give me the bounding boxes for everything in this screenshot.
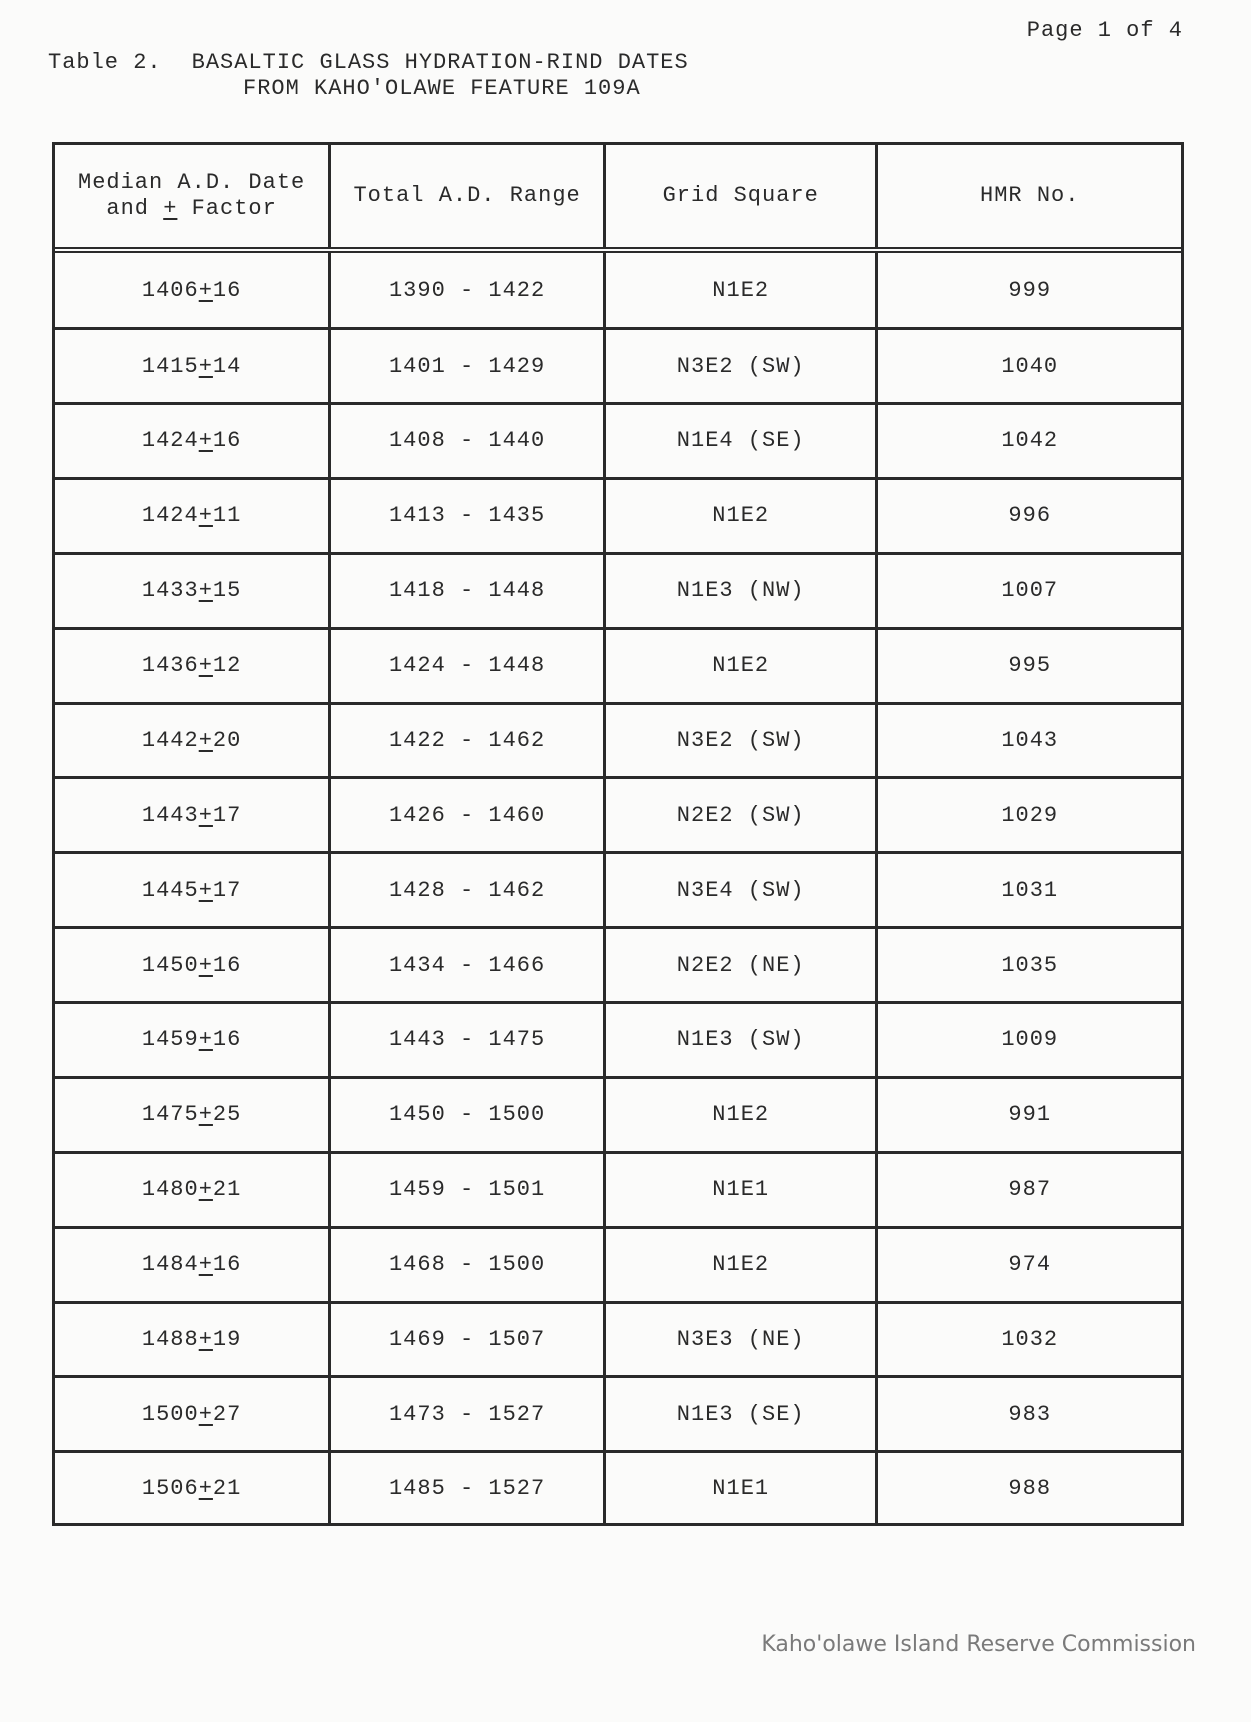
- table-label: Table 2.: [48, 50, 162, 75]
- header-median-line1: Median A.D. Date: [78, 170, 306, 195]
- table-row: [55, 1377, 1181, 1452]
- median-date-value: 1445: [141, 877, 199, 903]
- header-plus-minus: +: [163, 196, 178, 221]
- factor-value: 25: [212, 1102, 242, 1128]
- table-row: [55, 1227, 1181, 1302]
- table-row: [55, 628, 1181, 703]
- hmr-number-cell: 1031: [877, 853, 1181, 928]
- median-date-value: 1415: [141, 353, 199, 379]
- hmr-number-cell: 1009: [877, 1003, 1181, 1078]
- median-date-cell: [55, 853, 330, 928]
- median-date-cell: [55, 1077, 330, 1152]
- grid-square-cell: N1E2: [604, 478, 876, 553]
- median-date-value: 1443: [141, 802, 199, 828]
- hmr-number-cell: 1043: [877, 703, 1181, 778]
- factor-value: 11: [212, 503, 242, 529]
- range-cell: 1459 - 1501: [330, 1152, 605, 1227]
- plus-minus-sign: +: [198, 1027, 213, 1053]
- factor-value: 17: [212, 877, 242, 903]
- table-title-line1: BASALTIC GLASS HYDRATION-RIND DATES: [191, 50, 689, 75]
- table-row: [55, 1452, 1181, 1523]
- median-date-cell: [55, 778, 330, 853]
- range-cell: 1422 - 1462: [330, 703, 605, 778]
- median-date-value: 1475: [141, 1102, 199, 1128]
- plus-minus-sign: +: [198, 802, 213, 828]
- factor-value: 17: [212, 802, 242, 828]
- grid-square-cell: N2E2 (SW): [604, 778, 876, 853]
- table-body: [55, 250, 1181, 1523]
- grid-square-cell: N1E1: [604, 1452, 876, 1523]
- median-date-value: 1484: [141, 1252, 199, 1278]
- factor-value: 16: [212, 428, 242, 454]
- table-row: [55, 1077, 1181, 1152]
- table-row: [55, 250, 1181, 329]
- median-date-value: 1500: [141, 1401, 199, 1427]
- hmr-number-cell: 999: [877, 250, 1181, 329]
- grid-square-cell: N1E1: [604, 1152, 876, 1227]
- plus-minus-sign: +: [198, 727, 213, 753]
- grid-square-cell: N1E2: [604, 1077, 876, 1152]
- table-header-row: [55, 145, 1181, 250]
- hmr-number-cell: 991: [877, 1077, 1181, 1152]
- hmr-number-cell: 987: [877, 1152, 1181, 1227]
- grid-square-cell: N1E3 (SE): [604, 1377, 876, 1452]
- factor-value: 21: [212, 1177, 242, 1203]
- hmr-number-cell: 974: [877, 1227, 1181, 1302]
- median-date-value: 1450: [141, 952, 199, 978]
- median-date-cell: [55, 628, 330, 703]
- median-date-value: 1436: [141, 653, 199, 679]
- header-hmr: HMR No.: [877, 145, 1181, 250]
- plus-minus-sign: +: [198, 1401, 213, 1427]
- table-row: [55, 478, 1181, 553]
- hmr-number-cell: 995: [877, 628, 1181, 703]
- hmr-number-cell: 983: [877, 1377, 1181, 1452]
- factor-value: 19: [212, 1326, 242, 1352]
- median-date-cell: [55, 1302, 330, 1377]
- median-date-value: 1480: [141, 1177, 199, 1203]
- table-row: [55, 1003, 1181, 1078]
- range-cell: 1473 - 1527: [330, 1377, 605, 1452]
- median-date-value: 1406: [141, 277, 199, 303]
- table-row: [55, 553, 1181, 628]
- hmr-number-cell: 996: [877, 478, 1181, 553]
- factor-value: 12: [212, 653, 242, 679]
- factor-value: 21: [212, 1475, 242, 1501]
- hmr-number-cell: 1035: [877, 928, 1181, 1003]
- range-cell: 1434 - 1466: [330, 928, 605, 1003]
- plus-minus-sign: +: [198, 428, 213, 454]
- plus-minus-sign: +: [198, 653, 213, 679]
- grid-square-cell: N3E2 (SW): [604, 329, 876, 404]
- grid-square-cell: N1E2: [604, 250, 876, 329]
- range-cell: 1428 - 1462: [330, 853, 605, 928]
- median-date-cell: [55, 928, 330, 1003]
- hmr-number-cell: 1032: [877, 1302, 1181, 1377]
- table-row: [55, 853, 1181, 928]
- median-date-value: 1424: [141, 503, 199, 529]
- range-cell: 1424 - 1448: [330, 628, 605, 703]
- range-cell: 1485 - 1527: [330, 1452, 605, 1523]
- range-cell: 1468 - 1500: [330, 1227, 605, 1302]
- table-title-line2: FROM KAHO'OLAWE FEATURE 109A: [243, 76, 641, 101]
- grid-square-cell: N1E3 (SW): [604, 1003, 876, 1078]
- plus-minus-sign: +: [198, 578, 213, 604]
- plus-minus-sign: +: [198, 1326, 213, 1352]
- median-date-value: 1506: [141, 1475, 199, 1501]
- grid-square-cell: N1E2: [604, 1227, 876, 1302]
- plus-minus-sign: +: [198, 277, 213, 303]
- hmr-number-cell: 1029: [877, 778, 1181, 853]
- page-number: Page 1 of 4: [1026, 18, 1183, 43]
- median-date-cell: [55, 250, 330, 329]
- table-row: [55, 1302, 1181, 1377]
- header-median-line2-pre: and: [106, 196, 164, 221]
- table-caption: [48, 50, 689, 102]
- factor-value: 20: [212, 727, 242, 753]
- grid-square-cell: N3E2 (SW): [604, 703, 876, 778]
- hmr-number-cell: 988: [1008, 1475, 1052, 1501]
- plus-minus-sign: +: [198, 877, 213, 903]
- range-cell: 1390 - 1422: [330, 250, 605, 329]
- median-date-cell: [55, 553, 330, 628]
- grid-square-cell: N1E4 (SE): [604, 404, 876, 479]
- factor-value: 15: [212, 578, 242, 604]
- plus-minus-sign: +: [198, 353, 213, 379]
- factor-value: 16: [212, 1252, 242, 1278]
- factor-value: 14: [212, 353, 242, 379]
- range-cell: 1418 - 1448: [330, 553, 605, 628]
- hmr-number-cell: 1042: [877, 404, 1181, 479]
- hmr-number-cell: 1040: [877, 329, 1181, 404]
- table-row: [55, 329, 1181, 404]
- table-row: [55, 1152, 1181, 1227]
- table-row: [55, 928, 1181, 1003]
- median-date-cell: [55, 703, 330, 778]
- median-date-cell: [55, 1452, 330, 1523]
- table-row: [55, 778, 1181, 853]
- median-date-cell: [55, 478, 330, 553]
- table-row: [55, 703, 1181, 778]
- median-date-value: 1488: [141, 1326, 199, 1352]
- grid-square-cell: N1E3 (NW): [604, 553, 876, 628]
- plus-minus-sign: +: [198, 952, 213, 978]
- median-date-cell: [55, 1152, 330, 1227]
- median-date-cell: [55, 1003, 330, 1078]
- header-range: Total A.D. Range: [330, 145, 605, 250]
- range-cell: 1426 - 1460: [330, 778, 605, 853]
- range-cell: 1469 - 1507: [330, 1302, 605, 1377]
- factor-value: 27: [212, 1401, 242, 1427]
- grid-square-cell: N2E2 (NE): [604, 928, 876, 1003]
- range-cell: 1413 - 1435: [330, 478, 605, 553]
- table-row: [55, 404, 1181, 479]
- grid-square-cell: N3E3 (NE): [604, 1302, 876, 1377]
- range-cell: 1450 - 1500: [330, 1077, 605, 1152]
- grid-square-cell: N1E2: [604, 628, 876, 703]
- plus-minus-sign: +: [198, 1252, 213, 1278]
- median-date-value: 1442: [141, 727, 199, 753]
- median-date-cell: [55, 404, 330, 479]
- plus-minus-sign: +: [198, 1475, 213, 1501]
- range-cell: 1401 - 1429: [330, 329, 605, 404]
- header-grid: Grid Square: [604, 145, 876, 250]
- plus-minus-sign: +: [198, 1102, 213, 1128]
- range-cell: 1408 - 1440: [330, 404, 605, 479]
- median-date-value: 1433: [141, 578, 199, 604]
- plus-minus-sign: +: [198, 503, 213, 529]
- range-cell: 1443 - 1475: [330, 1003, 605, 1078]
- factor-value: 16: [212, 952, 242, 978]
- factor-value: 16: [212, 277, 242, 303]
- hmr-number-cell: 1007: [877, 553, 1181, 628]
- factor-value: 16: [212, 1027, 242, 1053]
- median-date-cell: [55, 329, 330, 404]
- dates-table-frame: [52, 142, 1184, 1526]
- header-median: [55, 145, 330, 250]
- header-median-line2-post: Factor: [177, 196, 277, 221]
- median-date-cell: [55, 1227, 330, 1302]
- commission-watermark: Kaho'olawe Island Reserve Commission: [761, 1632, 1196, 1657]
- median-date-value: 1459: [141, 1027, 199, 1053]
- median-date-cell: [55, 1377, 330, 1452]
- dates-table: [55, 145, 1181, 1523]
- grid-square-cell: N3E4 (SW): [604, 853, 876, 928]
- median-date-value: 1424: [141, 428, 199, 454]
- plus-minus-sign: +: [198, 1177, 213, 1203]
